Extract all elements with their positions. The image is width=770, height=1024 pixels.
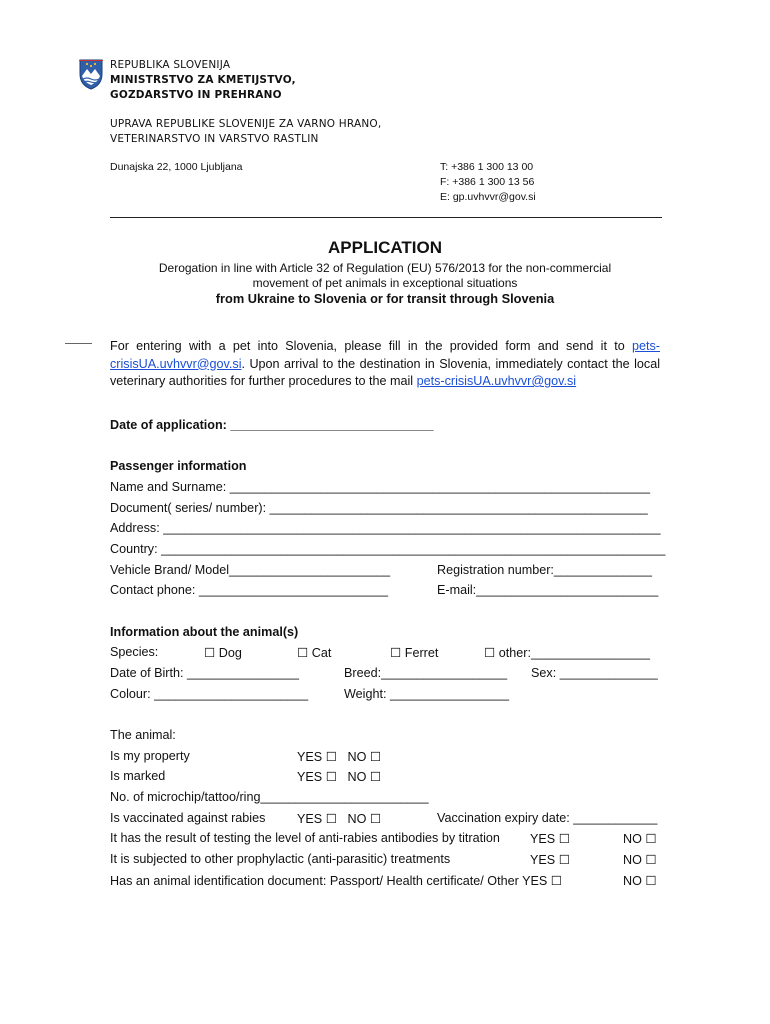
vehicle-field[interactable]: Vehicle Brand/ Model_______________________	[110, 563, 391, 577]
coat-of-arms-icon	[78, 58, 104, 90]
titration-yes-checkbox[interactable]: YES ☐	[530, 832, 570, 846]
colour-field[interactable]: Colour: ______________________	[110, 687, 309, 701]
marked-yes-no[interactable]: YES ☐ NO ☐	[297, 770, 382, 784]
breed-field[interactable]: Breed:__________________	[344, 666, 508, 680]
species-label: Species:	[110, 645, 159, 659]
name-surname-field[interactable]: Name and Surname: ____________________________________________________________	[110, 480, 650, 494]
id-document-no-checkbox[interactable]: NO ☐	[623, 874, 657, 888]
species-cat-checkbox[interactable]: ☐ Cat	[297, 646, 332, 660]
subtitle-line-2: movement of pet animals in exceptional situations	[252, 276, 518, 290]
header-fax: F: +386 1 300 13 56	[440, 176, 535, 188]
vaccination-expiry-field[interactable]: Vaccination expiry date: ____________	[437, 811, 658, 825]
intro-text-2: . Upon arrival to the destination in Slovenia, immediately contact the local veterinary authorities for further procedures to the mail	[110, 356, 660, 388]
header-ministry: MINISTRSTVO ZA KMETIJSTVO,	[110, 74, 296, 86]
contact-phone-field[interactable]: Contact phone: ___________________________	[110, 583, 389, 597]
property-label: Is my property	[110, 749, 190, 763]
microchip-field[interactable]: No. of microchip/tattoo/ring________________________	[110, 790, 429, 804]
intro-paragraph	[110, 338, 660, 391]
header-republic: REPUBLIKA SLOVENIJA	[110, 59, 231, 71]
margin-mark	[65, 343, 92, 344]
species-dog-checkbox[interactable]: ☐ Dog	[204, 646, 242, 660]
header-administration: UPRAVA REPUBLIKE SLOVENIJE ZA VARNO HRANO,	[110, 118, 382, 130]
titration-no-checkbox[interactable]: NO ☐	[623, 832, 657, 846]
subtitle-line-3: from Ukraine to Slovenia or for transit through Slovenia	[215, 291, 555, 306]
header-email: E: gp.uvhvvr@gov.si	[440, 191, 536, 203]
header-address: Dunajska 22, 1000 Ljubljana	[110, 161, 243, 173]
email-field[interactable]: E-mail:__________________________	[437, 583, 659, 597]
prophylactic-yes-checkbox[interactable]: YES ☐	[530, 853, 570, 867]
sex-field[interactable]: Sex: ______________	[531, 666, 658, 680]
email-link-1[interactable]: pets-crisisUA.uvhvvr@gov.si	[110, 339, 660, 371]
date-of-birth-field[interactable]: Date of Birth: ________________	[110, 666, 300, 680]
prophylactic-label: It is subjected to other prophylactic (anti-parasitic) treatments	[110, 852, 451, 866]
header-administration-2: VETERINARSTVO IN VARSTVO RASTLIN	[110, 133, 319, 145]
prophylactic-no-checkbox[interactable]: NO ☐	[623, 853, 657, 867]
subtitle-line-1: Derogation in line with Article 32 of Regulation (EU) 576/2013 for the non-commercial	[158, 261, 612, 275]
property-yes-no[interactable]: YES ☐ NO ☐	[297, 750, 382, 764]
header-divider	[110, 217, 662, 218]
email-link-2[interactable]: pets-crisisUA.uvhvvr@gov.si	[416, 374, 577, 388]
species-ferret-checkbox[interactable]: ☐ Ferret	[390, 646, 439, 660]
the-animal-label: The animal:	[110, 728, 176, 742]
address-field[interactable]: Address: _______________________________________________________________________	[110, 521, 661, 535]
species-other-checkbox[interactable]: ☐ other:_________________	[484, 646, 651, 660]
id-document-label[interactable]: Has an animal identification document: Passport/ Health certificate/ Other YES ☐	[110, 874, 563, 888]
weight-field[interactable]: Weight: _________________	[344, 687, 510, 701]
header-phone: T: +386 1 300 13 00	[440, 161, 534, 173]
titration-label: It has the result of testing the level of anti-rabies antibodies by titration	[110, 831, 500, 845]
date-of-application-field[interactable]: Date of application: _____________________________	[110, 418, 434, 432]
registration-field[interactable]: Registration number:______________	[437, 563, 652, 577]
document-field[interactable]: Document( series/ number): ______________________________________________________	[110, 501, 648, 515]
marked-label: Is marked	[110, 769, 166, 783]
animal-heading: Information about the animal(s)	[110, 625, 299, 639]
intro-text-1: For entering with a pet into Slovenia, please fill in the provided form and send it to	[110, 339, 625, 353]
header-ministry-2: GOZDARSTVO IN PREHRANO	[110, 89, 282, 101]
vaccinated-yes-no[interactable]: YES ☐ NO ☐	[297, 812, 382, 826]
page-title: APPLICATION	[328, 238, 442, 257]
country-field[interactable]: Country: ________________________________________________________________________	[110, 542, 666, 556]
passenger-heading: Passenger information	[110, 459, 247, 473]
vaccinated-label: Is vaccinated against rabies	[110, 811, 266, 825]
